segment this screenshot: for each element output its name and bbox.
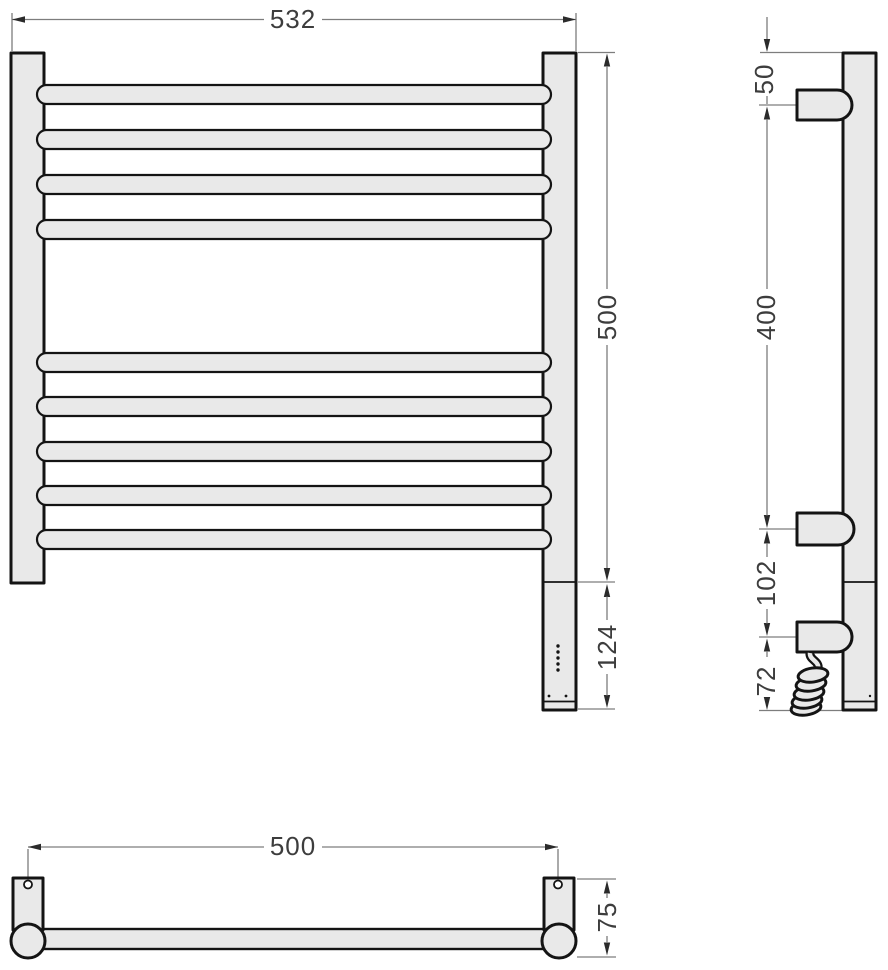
dim-mounting-centres (28, 831, 558, 877)
arrowhead-up (604, 584, 610, 597)
arrowhead-down (604, 568, 610, 581)
arrowhead-up (764, 107, 770, 120)
arrowhead-right (563, 16, 576, 22)
dim-102-label: 102 (751, 559, 781, 607)
arrowhead-down (764, 697, 770, 710)
arrowhead-up (604, 881, 610, 894)
dim-72-label: 72 (751, 665, 781, 697)
dim-heater-section (578, 584, 622, 709)
dim-heater-section-label: 124 (592, 623, 622, 671)
arrowhead-up (604, 54, 610, 67)
dim-mounting-centres-label: 500 (269, 831, 317, 861)
side-view (749, 17, 876, 717)
front-rung (37, 486, 551, 505)
dim-upper-to-lower-bracket (751, 107, 781, 529)
dim-rail-height (578, 53, 622, 583)
bottom-view (11, 831, 622, 958)
dim-overall-width-label: 532 (269, 4, 317, 34)
arrowhead-up (764, 531, 770, 544)
dim-top-to-upper-bracket (749, 17, 779, 104)
arrowhead-down (764, 623, 770, 636)
arrowhead-down (604, 943, 610, 956)
front-rung (37, 130, 551, 149)
wall-bracket-upper (797, 90, 852, 120)
front-right-post (543, 53, 576, 710)
mount-hole-right (554, 881, 562, 889)
power-cable-coil (790, 653, 829, 717)
dim-lower-to-heater-bracket (751, 531, 781, 637)
front-rung (37, 397, 551, 416)
arrowhead-up (764, 639, 770, 652)
front-rung (37, 530, 551, 549)
dim-50-label: 50 (749, 63, 779, 95)
dim-overall-depth-label: 75 (592, 901, 622, 933)
arrowhead-down (604, 695, 610, 708)
dim-overall-width (12, 4, 576, 51)
dim-rail-height-label: 500 (592, 293, 622, 341)
arrowhead-right (545, 844, 558, 850)
post-end-right (542, 924, 576, 958)
dim-400-label: 400 (751, 293, 781, 341)
arrowhead-down (764, 39, 770, 52)
front-view (11, 4, 622, 710)
front-rung (37, 442, 551, 461)
arrowhead-left (28, 844, 41, 850)
post-end-left (11, 924, 45, 958)
side-detail-dot (869, 695, 871, 697)
wall-bracket-lower (797, 513, 854, 545)
front-rung (37, 220, 551, 239)
mount-hole-left (24, 881, 32, 889)
dim-heater-bracket-to-bottom (751, 639, 781, 711)
wall-bracket-heater (797, 622, 852, 652)
bottom-bar (30, 929, 557, 949)
side-post (843, 53, 876, 710)
front-rung (37, 175, 551, 194)
arrowhead-down (764, 515, 770, 528)
dim-overall-depth (577, 879, 622, 957)
arrowhead-left (12, 16, 25, 22)
front-rung (37, 353, 551, 372)
front-rung (37, 85, 551, 104)
